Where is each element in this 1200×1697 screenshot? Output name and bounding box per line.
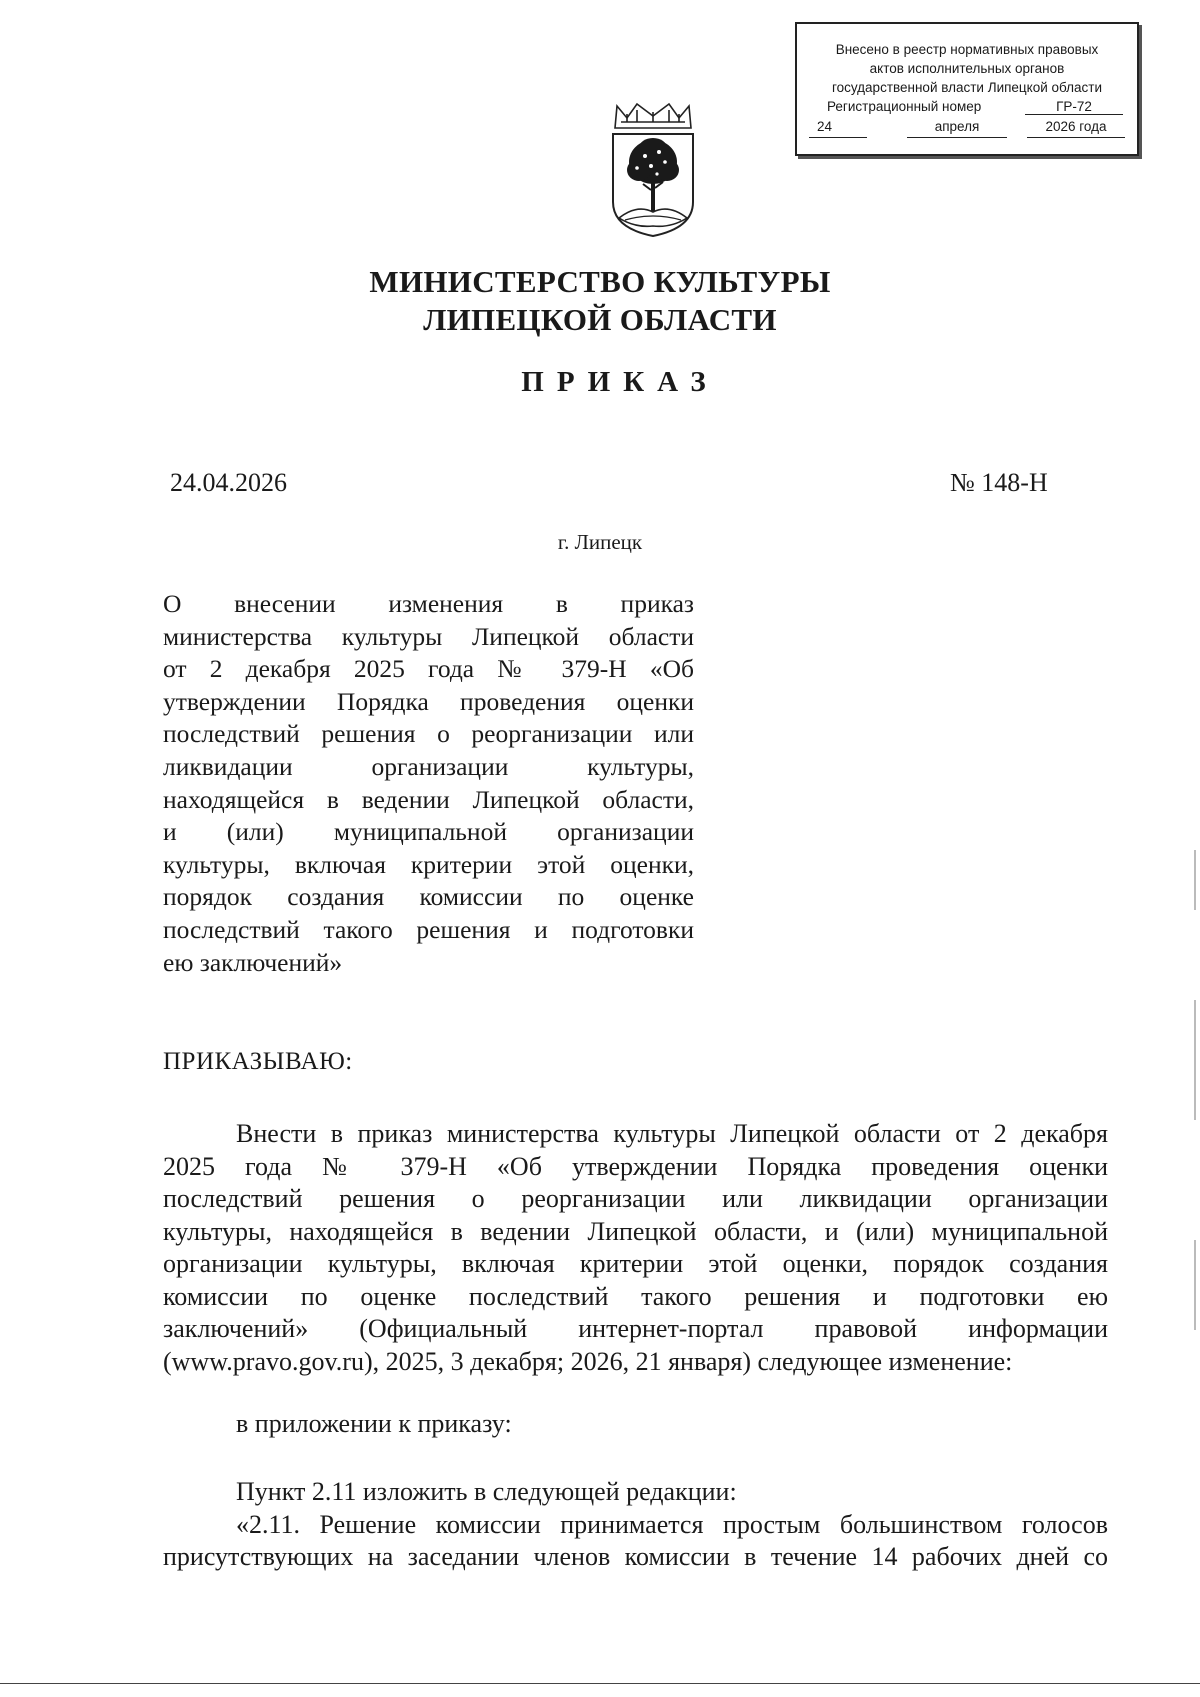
paragraph-main [163, 1118, 1108, 1378]
stamp-date-row [797, 117, 1137, 138]
subject-line: от 2 декабря 2025 года № 379-Н «Об [163, 654, 694, 684]
paragraph-line: Пункт 2.11 изложить в следующей редакции: [236, 1477, 737, 1506]
paragraph-line: культуры, находящейся в ведении Липецкой области, и (или) муниципальной [163, 1216, 1108, 1246]
ministry-title-line-2: ЛИПЕЦКОЙ ОБЛАСТИ [423, 302, 777, 337]
document-type: ПРИКАЗ [521, 366, 719, 398]
stamp-year: 2026 года [1027, 117, 1125, 138]
subject-line: находящейся в ведении Липецкой области, [163, 784, 694, 814]
paragraph-line: организации культуры, включая критерии этой оценки, порядок создания [163, 1249, 1108, 1278]
scan-edge-mark [1194, 1000, 1196, 1120]
stamp-line-3: государственной власти Липецкой области [831, 80, 1103, 95]
scan-edge-mark [1194, 850, 1196, 910]
document-date: 24.04.2026 [170, 468, 287, 497]
subject-line: культуры, включая критерии этой оценки, [163, 849, 694, 879]
subject-line: и (или) муниципальной организации [163, 817, 694, 847]
subject-line: ликвидации организации культуры, [163, 751, 694, 781]
stamp-line-2: актов исполнительных органов [869, 61, 1065, 76]
subject-line: утверждении Порядка проведения оценки [163, 686, 694, 716]
stamp-day: 24 [809, 117, 867, 138]
stamp-month: апреля [907, 117, 1007, 138]
stamp-registration-label: Регистрационный номер [827, 99, 982, 114]
scan-edge-mark [1194, 1240, 1196, 1330]
subject-block [163, 588, 694, 979]
paragraph-line: «2.11. Решение комиссии принимается простым большинством голосов [236, 1509, 1108, 1539]
subject-line: ею заключений» [163, 947, 343, 977]
ministry-title [0, 263, 1200, 339]
document-city: г. Липецк [557, 530, 643, 554]
ministry-title-line-1: МИНИСТЕРСТВО КУЛЬТУРЫ [369, 264, 831, 299]
registry-stamp [795, 22, 1139, 156]
stamp-line-1: Внесено в реестр нормативных правовых [835, 42, 1099, 57]
subject-line: последствий решения о реорганизации или [163, 719, 694, 749]
paragraph-appendix [163, 1408, 1108, 1441]
paragraph-line: последствий решения о реорганизации или ликвидации организации [163, 1184, 1108, 1213]
paragraph-line: заключений» (Официальный интернет-портал правовой информации [163, 1314, 1108, 1343]
coat-of-arms-icon [607, 100, 699, 240]
order-directive: ПРИКАЗЫВАЮ: [163, 1048, 353, 1075]
subject-line: порядок создания комиссии по оценке [163, 882, 694, 912]
subject-line: последствий такого решения и подготовки [163, 914, 694, 944]
paragraph-line: (www.pravo.gov.ru), 2025, 3 декабря; 2026, 21 января) следующее изменение: [163, 1346, 1013, 1376]
paragraph-line: 2025 года № 379-Н «Об утверждении Порядка проведения оценки [163, 1151, 1108, 1181]
document-number: № 148-Н [950, 468, 1048, 497]
paragraph-line: присутствующих на заседании членов комиссии в течение 14 рабочих дней со [163, 1542, 1108, 1571]
paragraph-line: комиссии по оценке последствий такого решения и подготовки ею [163, 1281, 1108, 1311]
paragraph-line: Внести в приказ министерства культуры Липецкой области от 2 декабря [236, 1119, 1108, 1148]
paragraph-amendment [163, 1476, 1108, 1574]
page-bottom-border [0, 1683, 1200, 1684]
stamp-registration-row [797, 99, 1137, 115]
paragraph-line: в приложении к приказу: [236, 1409, 512, 1438]
subject-line: министерства культуры Липецкой области [163, 621, 694, 651]
subject-line: О внесении изменения в приказ [163, 589, 694, 618]
stamp-registration-number: ГР-72 [1025, 99, 1123, 115]
